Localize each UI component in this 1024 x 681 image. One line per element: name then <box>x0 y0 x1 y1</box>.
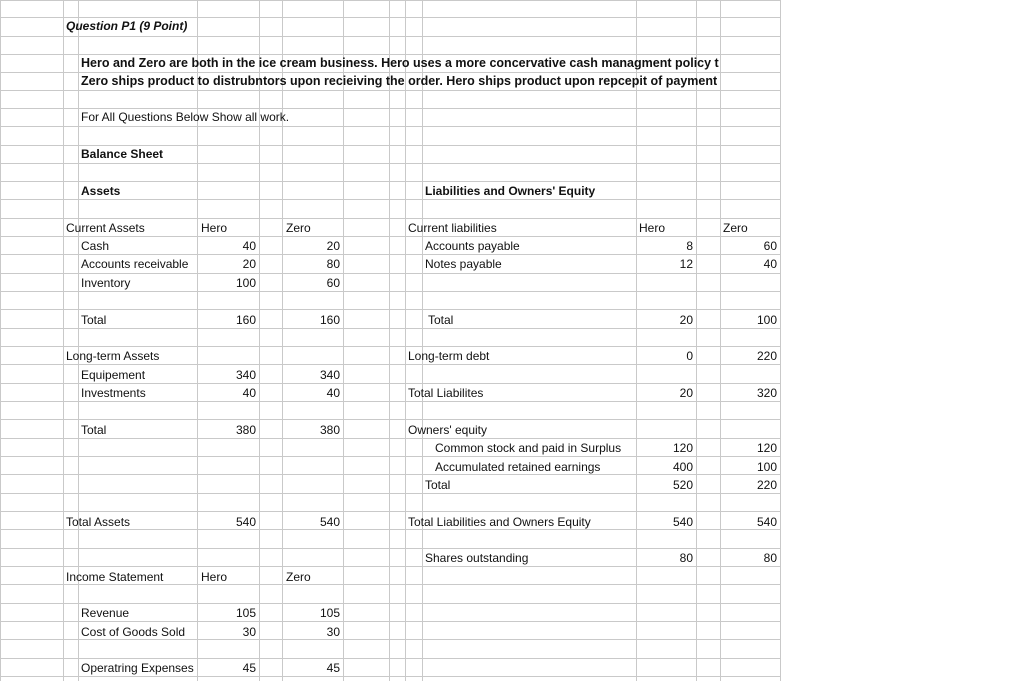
col-header-hero: Hero <box>639 221 666 235</box>
intro-line-2: Zero ships product to distrubntors upon recieiving the order. Hero ships product upon repcepit of payment <box>81 74 718 88</box>
instructions: For All Questions Below Show all work. <box>81 110 290 124</box>
cell-value: 160 <box>235 313 256 327</box>
row-label: Total <box>81 313 107 327</box>
current-assets-label: Current Assets <box>66 221 145 235</box>
cell-value: 100 <box>235 276 256 290</box>
row-label: Total Liabilities and Owners Equity <box>408 515 591 529</box>
cell-value: 40 <box>763 257 777 271</box>
cell-value: 20 <box>326 239 340 253</box>
row-label: Shares outstanding <box>425 551 529 565</box>
row-label: Accounts receivable <box>81 257 189 271</box>
cell-value: 120 <box>672 441 693 455</box>
cell-value: 40 <box>242 386 256 400</box>
cell-value: 20 <box>242 257 256 271</box>
col-header-zero: Zero <box>286 570 311 584</box>
cell-value: 540 <box>319 515 340 529</box>
cell-value: 45 <box>242 661 256 675</box>
cell-value: 80 <box>763 551 777 565</box>
cell-value: 220 <box>756 478 777 492</box>
cell-value: 540 <box>672 515 693 529</box>
row-label: Total <box>425 478 451 492</box>
row-label: Common stock and paid in Surplus <box>435 441 622 455</box>
cell-value: 105 <box>235 606 256 620</box>
cell-value: 60 <box>326 276 340 290</box>
cell-value: 160 <box>319 313 340 327</box>
current-liabilities-label: Current liabilities <box>408 221 497 235</box>
cell-value: 340 <box>235 368 256 382</box>
row-label: Cost of Goods Sold <box>81 625 186 639</box>
cell-value: 340 <box>319 368 340 382</box>
balance-sheet-title: Balance Sheet <box>81 147 164 161</box>
cell-value: 20 <box>679 313 693 327</box>
cell-value: 320 <box>756 386 777 400</box>
long-term-assets-label: Long-term Assets <box>66 349 160 363</box>
col-header-zero: Zero <box>723 221 748 235</box>
row-label: Accumulated retained earnings <box>435 460 601 474</box>
row-label: Total Assets <box>66 515 131 529</box>
cell-value: 520 <box>672 478 693 492</box>
row-label: Operatring Expenses <box>81 661 194 675</box>
cell-value: 80 <box>679 551 693 565</box>
question-title: Question P1 (9 Point) <box>66 19 188 33</box>
row-label: Notes payable <box>425 257 502 271</box>
cell-value: 60 <box>763 239 777 253</box>
row-label: Long-term debt <box>408 349 490 363</box>
cell-value: 80 <box>326 257 340 271</box>
row-label: Investments <box>81 386 146 400</box>
col-header-hero: Hero <box>201 570 228 584</box>
row-label: Equipement <box>81 368 146 382</box>
liabilities-heading: Liabilities and Owners' Equity <box>425 184 596 198</box>
cell-value: 120 <box>756 441 777 455</box>
cell-value: 400 <box>672 460 693 474</box>
cell-value: 105 <box>319 606 340 620</box>
cell-value: 40 <box>326 386 340 400</box>
intro-line-1: Hero and Zero are both in the ice cream business. Hero uses a more concervative cash managment policy t <box>81 56 719 70</box>
row-label: Total <box>428 313 454 327</box>
row-label: Total <box>81 423 107 437</box>
cell-value: 40 <box>242 239 256 253</box>
cell-value: 380 <box>319 423 340 437</box>
col-header-hero: Hero <box>201 221 228 235</box>
cell-value: 0 <box>686 349 693 363</box>
cell-value: 30 <box>242 625 256 639</box>
row-label: Revenue <box>81 606 130 620</box>
cell-value: 380 <box>235 423 256 437</box>
cell-value: 540 <box>235 515 256 529</box>
cell-value: 220 <box>756 349 777 363</box>
row-label: Cash <box>81 239 110 253</box>
cell-value: 30 <box>326 625 340 639</box>
cell-value: 20 <box>679 386 693 400</box>
row-label: Total Liabilites <box>408 386 484 400</box>
cell-value: 45 <box>326 661 340 675</box>
cell-value: 100 <box>756 460 777 474</box>
cell-value: 540 <box>756 515 777 529</box>
cell-value: 100 <box>756 313 777 327</box>
income-statement-title: Income Statement <box>66 570 164 584</box>
owners-equity-label: Owners' equity <box>408 423 487 437</box>
assets-heading: Assets <box>81 184 121 198</box>
row-label: Accounts payable <box>425 239 520 253</box>
row-label: Inventory <box>81 276 131 290</box>
cell-value: 8 <box>686 239 693 253</box>
col-header-zero: Zero <box>286 221 311 235</box>
cell-value: 12 <box>679 257 693 271</box>
